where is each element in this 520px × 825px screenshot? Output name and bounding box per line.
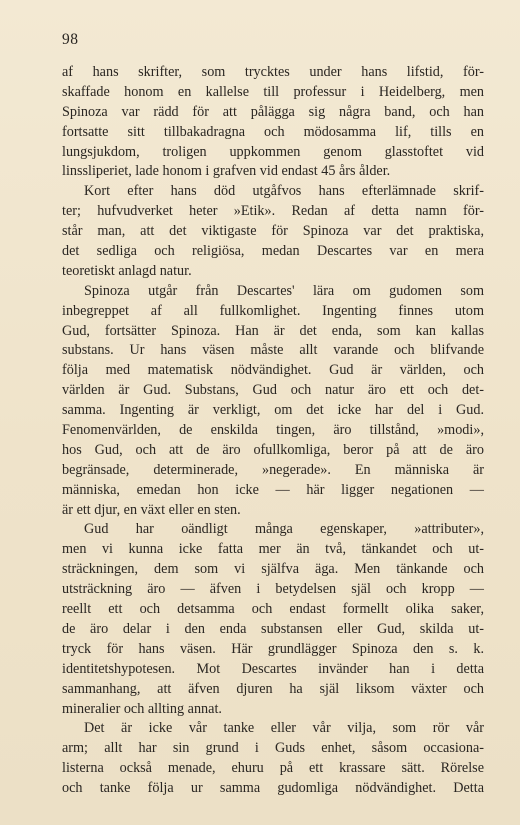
text-line: sammanhang, att äfven djuren ha själ liksom växter och	[62, 680, 484, 697]
text-line: och tanke följa ur samma gudomliga nödvändighet. Detta	[62, 780, 484, 797]
text-line: utsträckning äro — äfven i betydelsen själ och kropp —	[62, 581, 484, 598]
text-line: är ett djur, en växt eller en sten.	[62, 501, 241, 518]
text-line: människa, emedan hon icke — här ligger negationen —	[62, 481, 484, 498]
text-line: af hans skrifter, som trycktes under hans lifstid, för-	[62, 64, 484, 80]
text-line: Spinoza var rädd för att pålägga sig några band, och han	[62, 103, 484, 120]
text-line: står man, att det viktigaste för Spinoza var det praktiska,	[62, 223, 484, 240]
text-line: identitetshypotesen. Mot Descartes invänder han i detta	[62, 660, 484, 677]
page-number: 98	[62, 31, 79, 48]
text-line: Gud har oändligt många egenskaper, »attributer»,	[84, 521, 484, 538]
text-line: mineralier och allting annat.	[62, 700, 222, 717]
text-line: hos Gud, och att de äro ofullkomliga, beror på att de äro	[62, 441, 484, 458]
text-line: fortsatte sitt tillbakadragna och mödosamma lif, tills en	[62, 123, 484, 140]
text-line: skaffade honom en kallelse till professur i Heidelberg, men	[62, 83, 484, 100]
text-line: Fenomenvärlden, de enskilda tingen, äro tillstånd, »modi»,	[62, 422, 484, 439]
text-line: de äro delar i den enda substansen eller Gud, skilda ut-	[62, 620, 484, 637]
text-line: Det är icke vår tanke eller vår vilja, som rör vår	[84, 720, 484, 737]
text-line: reellt ett och detsamma och endast formellt olika saker,	[62, 601, 484, 618]
text-line: inbegreppet af all fullkomlighet. Ingenting finnes utom	[62, 302, 484, 319]
text-line: teoretiskt anlagd natur.	[62, 262, 192, 279]
text-line: linssliperiet, lade honom i grafven vid endast 45 års ålder.	[62, 163, 391, 180]
text-line: följa med matematisk nödvändighet. Gud är världen, och	[62, 362, 484, 379]
text-line: begränsade, determinerade, »negerade». En människa är	[62, 461, 484, 478]
text-line: arm; allt har sin grund i Guds enhet, såsom occasiona-	[62, 740, 484, 757]
text-line: lungsjukdom, troligen uppkommen genom glasstoftet vid	[62, 143, 484, 160]
text-line: samma. Ingenting är verkligt, om det icke har del i Gud.	[62, 402, 484, 419]
text-line: det sedliga och religiösa, medan Descartes var en mera	[62, 243, 484, 260]
body-text	[62, 63, 484, 799]
text-line: Spinoza utgår från Descartes' lära om gudomen som	[84, 282, 484, 299]
text-line: sträckningen, dem som vi själfva äga. Men tänkande och	[62, 561, 484, 578]
text-line: Gud, fortsätter Spinoza. Han är det enda, som kan kallas	[62, 322, 484, 339]
text-line: ter; hufvudverket heter »Etik». Redan af detta namn för-	[62, 203, 484, 220]
text-line: världen är Gud. Substans, Gud och natur äro ett och det-	[62, 382, 484, 399]
text-line: listerna också menade, ehuru på ett krassare sätt. Rörelse	[62, 760, 484, 777]
text-line: men vi kunna icke fatta mer än två, tänkandet och ut-	[62, 541, 484, 558]
text-line: Kort efter hans död utgåfvos hans efterlämnade skrif-	[84, 183, 484, 200]
text-line: substans. Ur hans väsen måste allt varande och blifvande	[62, 342, 484, 359]
text-line: tryck för hans väsen. Här grundlägger Spinoza den s. k.	[62, 640, 484, 657]
